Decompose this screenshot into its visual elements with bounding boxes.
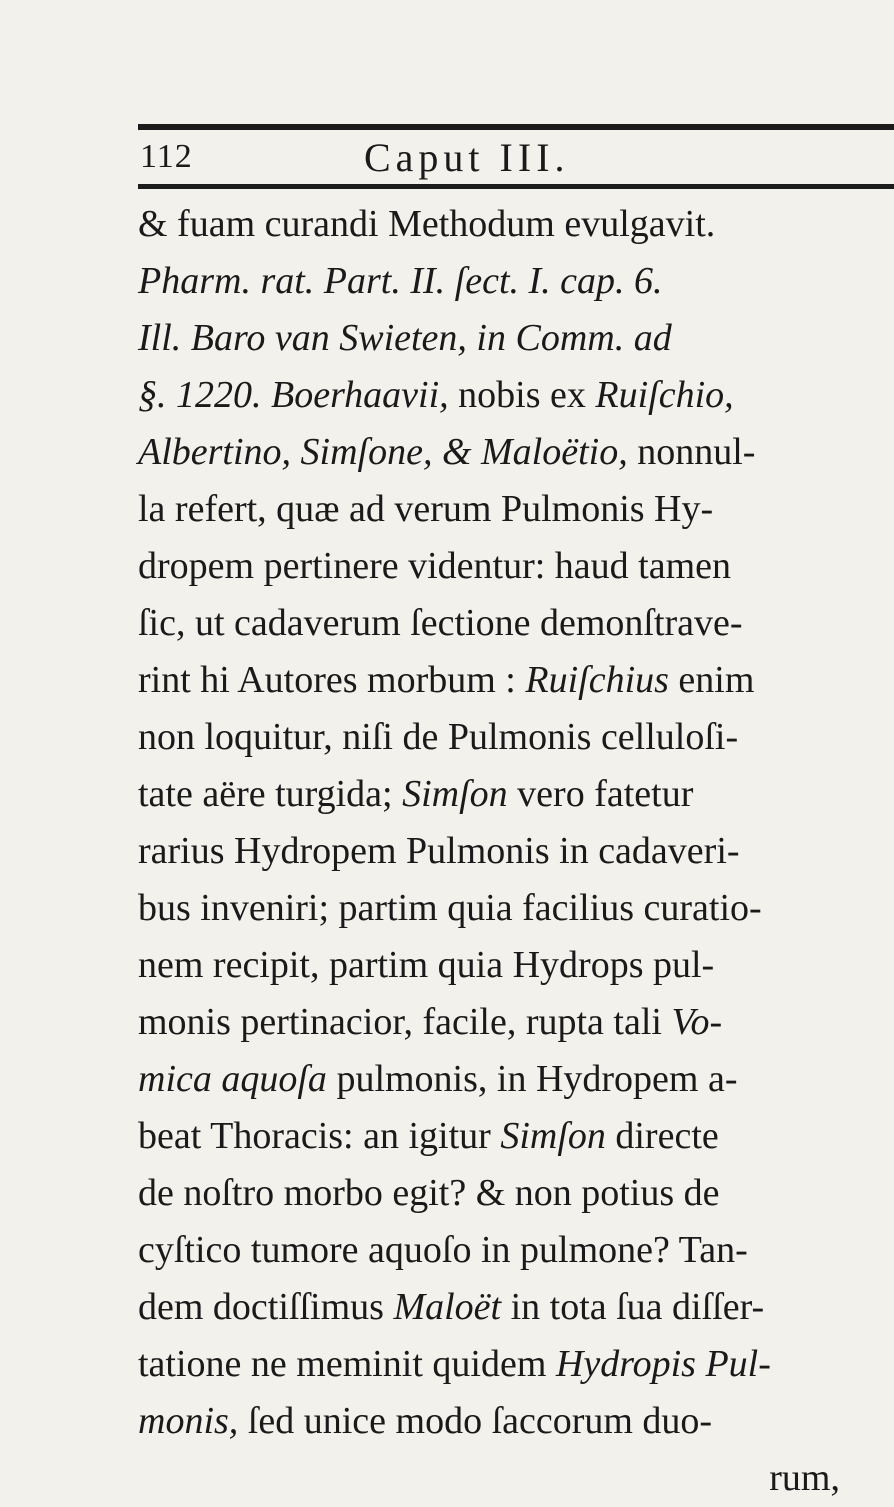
- text-line: [138, 538, 894, 595]
- roman-segment: dem doctiſſimus: [138, 1286, 394, 1328]
- text-line: [138, 1222, 894, 1279]
- roman-segment: rint hi Autores morbum :: [138, 659, 526, 701]
- roman-segment: enim: [678, 659, 755, 701]
- text-line: [138, 196, 894, 253]
- roman-segment: vero fatetur: [517, 773, 694, 815]
- text-line: [138, 652, 894, 709]
- roman-segment: rarius Hydropem Pulmonis in cadaveri-: [138, 830, 740, 872]
- body-text: [138, 196, 894, 1507]
- page-number: 112: [140, 138, 193, 175]
- roman-segment: tate aëre turgida;: [138, 773, 403, 815]
- text-line: [138, 1108, 894, 1165]
- italic-segment: Pharm. rat. Part. II. ſect. I. cap. 6.: [138, 260, 663, 302]
- page-header: [138, 130, 894, 184]
- running-head: Caput III.: [364, 135, 570, 180]
- text-line: [138, 367, 894, 424]
- roman-segment: pulmonis, in Hydropem a-: [336, 1058, 738, 1100]
- text-line: [138, 766, 894, 823]
- roman-segment: de noſtro morbo egit? & non potius de: [138, 1172, 720, 1214]
- italic-segment: Hydropis Pul-: [555, 1343, 771, 1385]
- text-line: [138, 994, 894, 1051]
- roman-segment: bus inveniri; partim quia facilius curatio-: [138, 887, 762, 929]
- roman-segment: nonnul-: [637, 431, 756, 473]
- text-line: [138, 424, 894, 481]
- text-line: [138, 310, 894, 367]
- roman-segment: tatione ne meminit quidem: [138, 1343, 556, 1385]
- header-rule-bottom: [138, 184, 894, 189]
- roman-segment: monis pertinacior, facile, rupta tali: [138, 1001, 672, 1043]
- roman-segment: & fuam curandi Methodum evulgavit.: [138, 203, 716, 245]
- text-line: [138, 823, 894, 880]
- italic-segment: Ill. Baro van Swieten, in Comm. ad: [138, 317, 672, 359]
- roman-segment: beat Thoracis: an igitur: [138, 1115, 501, 1157]
- roman-segment: non loquitur, niſi de Pulmonis celluloſi-: [138, 716, 739, 758]
- italic-segment: monis,: [138, 1400, 248, 1442]
- roman-segment: la refert, quæ ad verum Pulmonis Hy-: [138, 488, 714, 530]
- roman-segment: ſic, ut cadaverum ſectione demonſtrave-: [138, 602, 743, 644]
- italic-segment: Ruiſchio,: [595, 374, 734, 416]
- text-line: [138, 1393, 894, 1450]
- italic-segment: Simſon: [500, 1115, 616, 1157]
- italic-segment: §. 1220. Boerhaavii,: [138, 374, 459, 416]
- text-line: [138, 937, 894, 994]
- catchword: rum,: [769, 1457, 840, 1499]
- text-line: [138, 1279, 894, 1336]
- roman-segment: ſed unice modo ſaccorum duo-: [247, 1400, 713, 1442]
- text-line: [138, 1165, 894, 1222]
- roman-segment: nem recipit, partim quia Hydrops pul-: [138, 944, 715, 986]
- text-line: [138, 1051, 894, 1108]
- roman-segment: in tota ſua diſſer-: [510, 1286, 765, 1328]
- italic-segment: Simſon: [402, 773, 518, 815]
- italic-segment: mica aquoſa: [138, 1058, 337, 1100]
- text-line: [138, 1336, 894, 1393]
- text-line: [138, 880, 894, 937]
- text-line: [138, 709, 894, 766]
- text-line: [138, 481, 894, 538]
- roman-segment: nobis ex: [458, 374, 596, 416]
- italic-segment: Maloët: [393, 1286, 511, 1328]
- text-line: [138, 253, 894, 310]
- roman-segment: cyſtico tumore aquoſo in pulmone? Tan-: [138, 1229, 748, 1271]
- text-line: [138, 595, 894, 652]
- roman-segment: dropem pertinere videntur: haud tamen: [138, 545, 732, 587]
- italic-segment: Albertino, Simſone, & Maloëtio,: [138, 431, 638, 473]
- roman-segment: directe: [615, 1115, 719, 1157]
- italic-segment: Ruiſchius: [525, 659, 679, 701]
- italic-segment: Vo-: [671, 1001, 723, 1043]
